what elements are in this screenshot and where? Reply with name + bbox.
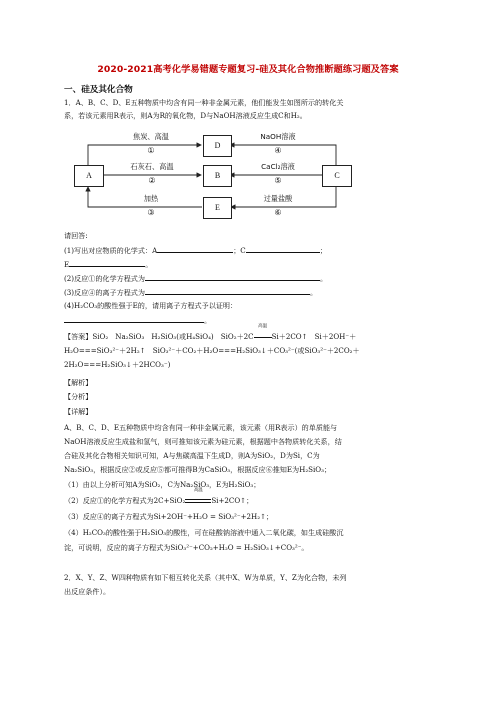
answer-line1 xyxy=(64,324,440,343)
answer-text-1: 【答案】SiO₂ Na₂SiO₃ H₂SiO₃(或H₄SiO₄) SiO₂＋2C xyxy=(64,332,254,341)
subq2-end: 。 xyxy=(320,274,328,283)
detail-sub1: （1）由以上分析可知A为SiO₂，C为Na₂SiO₃，E为H₂SiO₃； xyxy=(64,480,261,489)
box-e: E xyxy=(203,197,232,219)
label-reaction-3: 加热 xyxy=(143,194,159,203)
subq2-text: (2)反应①的化学方程式为 xyxy=(64,274,145,283)
tag-parse: 【解析】 xyxy=(64,378,93,387)
subq1-sep: ；C xyxy=(233,246,246,255)
detail-sub2-text: （2）反应①的化学方程式为2C+SiO₂ xyxy=(64,496,186,505)
box-d: D xyxy=(203,135,232,157)
answer-line3: 2H₂O===H₂SiO₃↓＋2HCO₃⁻) xyxy=(64,360,171,369)
number-reaction-6: ⑥ xyxy=(274,208,282,217)
blank-eq-4 xyxy=(145,285,310,295)
number-reaction-3: ③ xyxy=(147,208,155,217)
box-a: A xyxy=(74,165,104,187)
detail-sub2-text-b: Si+2CO↑； xyxy=(211,496,254,505)
detail-line3: 合硅及其化合物相关知识可知，A与焦碳高温下生成D，则A为SiO₂，D为Si，C为 xyxy=(64,451,320,460)
label-reaction-2: 石灰石、高温 xyxy=(130,162,174,171)
sub2-condition xyxy=(185,488,211,507)
blank-c xyxy=(246,243,320,253)
section-heading: 一、硅及其化合物 xyxy=(64,85,133,95)
number-reaction-1: ① xyxy=(147,146,155,155)
question-2-line2: 出反应条件）。 xyxy=(64,587,111,596)
number-reaction-4: ④ xyxy=(274,146,282,155)
answer-condition xyxy=(254,324,272,343)
subq1-end: ； xyxy=(319,246,327,255)
prompt-answer: 请回答: xyxy=(64,231,88,240)
label-reaction-4: NaOH溶液 xyxy=(260,132,296,141)
number-reaction-5: ⑤ xyxy=(274,176,282,185)
subquestion-1 xyxy=(64,243,440,257)
blank-eq-1 xyxy=(145,271,320,281)
sub2-condition-bar xyxy=(185,499,211,503)
sub2-condition-text: 高温 xyxy=(193,488,203,493)
label-reaction-6: 过量盐酸 xyxy=(263,194,293,203)
number-reaction-2: ② xyxy=(148,176,156,185)
box-b: B xyxy=(203,165,232,187)
subquestion-4: (4)H₂CO₃的酸性强于E的，请用离子方程式予以证明： xyxy=(64,301,238,310)
detail-sub2 xyxy=(64,488,440,507)
conversion-diagram xyxy=(68,134,368,220)
question-1-intro-line2: 系，若该元素用R表示，则A为R的氧化物，D与NaOH溶液反应生成C和H₂。 xyxy=(64,111,307,120)
subquestion-1-e xyxy=(64,257,440,271)
detail-line2: NaOH溶液反应生成盐和氢气，则可推知该元素为硅元素，根据题中各物质转化关系，结 xyxy=(64,437,342,446)
answer-condition-text: 高温 xyxy=(258,324,268,329)
subq3-end: 。 xyxy=(310,288,318,297)
answer-text-1b: Si＋2CO↑ Si＋2OH⁻＋ xyxy=(271,332,357,341)
blank-a xyxy=(157,243,233,253)
detail-sub4-line2: 淀，可说明，反应的离子方程式为SiO₃²⁻+CO₂+H₂O = H₂SiO₃↓+CO₃²⁻。 xyxy=(64,543,309,552)
tag-analyze: 【分析】 xyxy=(64,392,93,401)
question-1-intro-line1: 1．A、B、C、D、E五种物质中均含有同一种非金属元素，他们能发生如图所示的转化关 xyxy=(64,98,344,107)
subq4-end: 。 xyxy=(204,316,212,325)
detail-sub4-line1: （4）H₂CO₃的酸性强于H₂SiO₃的酸性，可在硅酸钠溶液中通入二氧化碳，如生成硅酸沉 xyxy=(64,528,344,537)
box-c: C xyxy=(322,165,352,187)
blank-eq-proof xyxy=(64,313,204,323)
label-reaction-5: CaCl₂溶液 xyxy=(261,162,295,171)
detail-line1: A、B、C、D、E五种物质中均含有同一种非金属元素，该元素（用R表示）的单质能与 xyxy=(64,423,338,432)
subq1-text: (1)写出对应物质的化学式：A xyxy=(64,246,158,255)
label-reaction-1: 焦炭、高温 xyxy=(133,132,169,141)
answer-condition-bar xyxy=(254,337,272,338)
subquestion-2 xyxy=(64,271,440,285)
page-title: 2020-2021高考化学易错题专题复习-硅及其化合物推断题练习题及答案 xyxy=(97,64,399,75)
detail-line4: Na₂SiO₃，根据反应②或反应⑤都可推得B为CaSiO₃，根据反应⑥推知E为H₂SiO₃； xyxy=(64,465,332,474)
detail-sub3: （3）反应④的离子方程式为Si+2OH⁻+H₂O = SiO₃²⁻+2H₂↑； xyxy=(64,512,274,521)
subq1-e-end: 。 xyxy=(145,260,153,269)
question-2-line1: 2．X、Y、Z、W四种物质有如下相互转化关系（其中X、W为单质，Y、Z为化合物，未列 xyxy=(64,573,347,582)
subquestion-4-blank xyxy=(64,313,440,327)
tag-detail: 【详解】 xyxy=(64,407,93,416)
subquestion-3 xyxy=(64,285,440,299)
subq3-text: (3)反应④的离子方程式为 xyxy=(64,288,145,297)
answer-line2: H₂O===SiO₃²⁻＋2H₂↑ SiO₃²⁻＋CO₂＋H₂O===H₂SiO₃↓＋CO₃²⁻(或SiO₃²⁻＋2CO₂＋ xyxy=(64,346,360,355)
subq1-e-text: E xyxy=(64,260,70,269)
blank-e xyxy=(69,257,145,267)
